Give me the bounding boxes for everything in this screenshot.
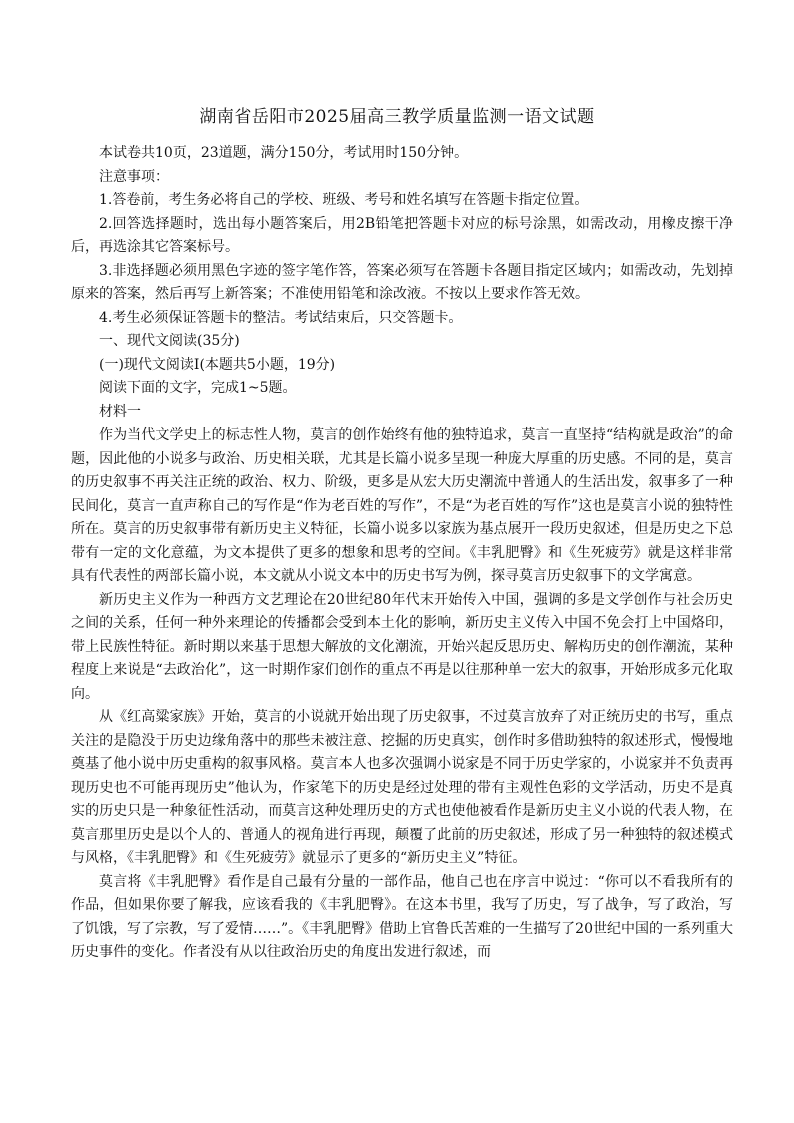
body-paragraph-1: 作为当代文学史上的标志性人物，莫言的创作始终有他的独特追求，莫言一直坚持“结构就是政治”的命题，因此他的小说多与政治、历史相关联，尤其是长篇小说多呈现一种庞大厚重的历史感。不同的是，莫言的历史叙事不再关注正统的政治、权力、阶级，更多是从宏大历史潮流中普通人的生活出发，叙事多了一种民间化，莫言一直声称自己的写作是“作为老百姓的写作”，不是“为老百姓的写作”这也是莫言小说的独特性所在。莫言的历史叙事带有新历史主义特征，长篇小说多以家族为基点展开一段历史叙述，但是历史之下总带有一定的文化意蕴，为文本提供了更多的想象和思考的空间。《丰乳肥臀》和《生死疲劳》就是这样非常具有代表性的两部长篇小说，本文就从小说文本中的历史书写为例，探寻莫言历史叙事下的文学寓意。 xyxy=(71,427,733,584)
document-title: 湖南省岳阳市2025届高三教学质量监测一语文试题 xyxy=(199,107,595,127)
exam-info: 本试卷共10页，23道题，满分150分，考试用时150分钟。 xyxy=(99,145,469,161)
notice-heading: 注意事项： xyxy=(99,168,169,185)
section-heading: 一、现代文阅读(35分) xyxy=(99,333,240,349)
material-heading: 材料一 xyxy=(99,403,141,420)
notice-item-3: 3.非选择题必须用黑色字迹的签字笔作答，答案必须写在答题卡各题目指定区域内；如需改动，先划掉原来的答案，然后再写上新答案；不准使用铅笔和涂改液。不按以上要求作答无效。 xyxy=(71,262,733,302)
notice-item-4: 4.考生必须保证答题卡的整洁。考试结束后，只交答题卡。 xyxy=(99,309,463,326)
body-paragraph-2: 新历史主义作为一种西方文艺理论在20世纪80年代末开始传入中国，强调的多是文学创作与社会历史之间的关系，任何一种外来理论的传播都会受到本土化的影响，新历史主义传入中国不免会打上中国烙印，带上民族性特征。新时期以来基于思想大解放的文化潮流，开始兴起反思历史、解构历史的创作潮流，某种程度上来说是“去政治化”，这一时期作家们创作的重点不再是以往那种单一宏大的叙事，开始形成多元化取向。 xyxy=(71,591,733,702)
document-body xyxy=(71,142,733,965)
notice-item-2: 2.回答选择题时，选出每小题答案后，用2B铅笔把答题卡对应的标号涂黑，如需改动，用橡皮擦干净后，再选涂其它答案标号。 xyxy=(71,215,733,255)
body-paragraph-4: 莫言将《丰乳肥臀》看作是自己最有分量的一部作品，他自己也在序言中说过：“你可以不看我所有的作品，但如果你要了解我，应该看我的《丰乳肥臀》。在这本书里，我写了历史，写了战争，写了政治，写了饥饿，写了宗教，写了爱情……”。《丰乳肥臀》借助上官鲁氏苦难的一生描写了20世纪中国的一系列重大历史事件的变化。作者没有从以往政治历史的角度出发进行叙述，而 xyxy=(71,873,733,960)
subsection-heading: (一)现代文阅读Ⅰ(本题共5小题，19分) xyxy=(99,356,336,373)
notice-item-1: 1.答卷前，考生务必将自己的学校、班级、考号和姓名填写在答题卡指定位置。 xyxy=(99,192,589,208)
body-paragraph-3: 从《红高粱家族》开始，莫言的小说就开始出现了历史叙事，不过莫言放弃了对正统历史的书写，重点关注的是隐没于历史边缘角落中的那些未被注意、挖掘的历史真实，创作时多借助独特的叙述形式，慢慢地奠基了他小说中历史重构的叙事风格。莫言本人也多次强调小说家是不同于历史学家的，小说家并不负责再现历史也不可能再现历史”他认为，作家笔下的历史是经过处理的带有主观性色彩的文学活动，历史不是真实的历史只是一种象征性活动，而莫言这种处理历史的方式也使他被看作是新历史主义小说的代表人物，在莫言那里历史是以个人的、普通人的视角进行再现，颠覆了此前的历史叙述，形成了另一种独特的叙述模式与风格，《丰乳肥臀》和《生死疲劳》就显示了更多的“新历史主义”特征。 xyxy=(71,709,733,866)
reading-instruction: 阅读下面的文字，完成1~5题。 xyxy=(99,380,297,396)
